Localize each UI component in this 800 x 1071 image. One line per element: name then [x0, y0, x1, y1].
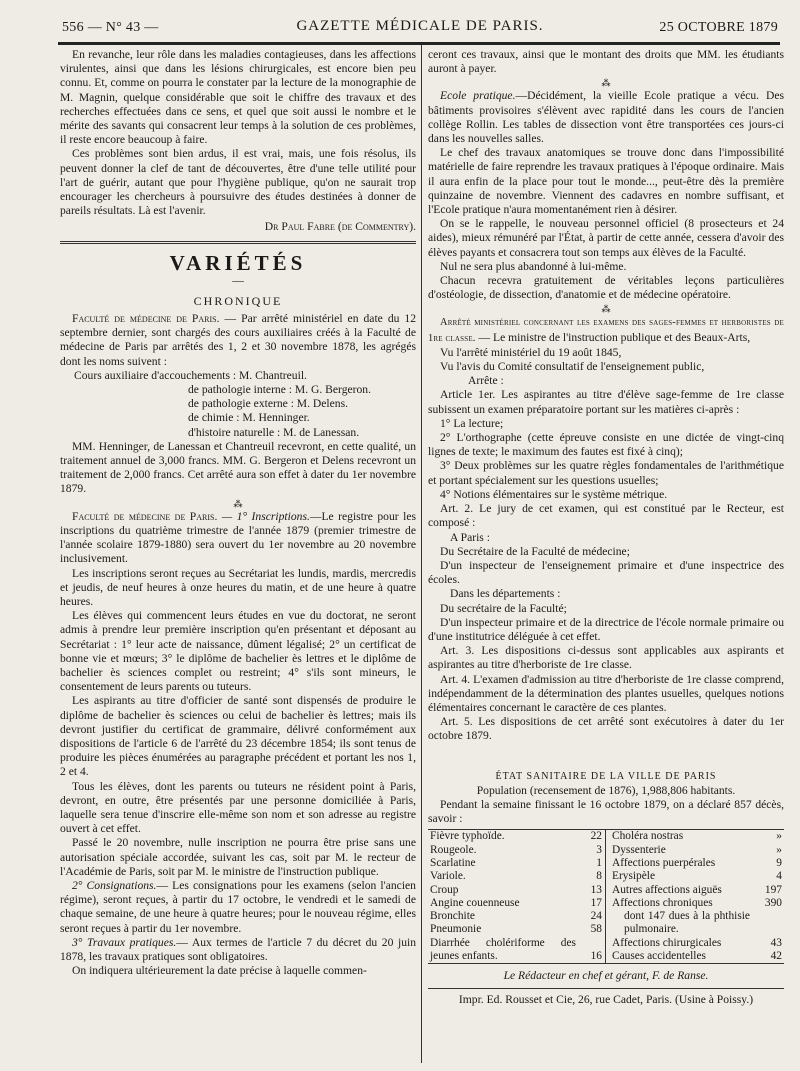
- deaths-right-table: [610, 830, 784, 963]
- author-signature: Dr Paul Fabre (de Commentry).: [264, 220, 416, 234]
- paragraph: Pendant la semaine finissant le 16 octobre 1879, on a déclaré 857 décès, savoir :: [428, 797, 784, 826]
- paragraph: Ces problèmes sont bien ardus, il est vrai, mais, une fois résolus, ils peuvent donner la clef de tant de découvertes, être d'une telle utilité pour l'art de guérir, autant que pour l'hygiène publique, qu'on ne saurait trop encourager les chercheurs à poursuivre des études destinées à donner de pareils résultats. Là est l'avenir.: [60, 147, 416, 218]
- paragraph: En revanche, leur rôle dans les maladies contagieuses, dans les affections virulentes, ainsi que dans les lésions chirurgicales, est encore bien peu connu. Et, comme on pourra le constater par la lecture de la monographie de M. Magnin, quelque considérable que soit le chiffre des travaux et des recherches effectuées dans ce sens, et quel que soit aussi le nombre et le mérite des savants qui consacrent leur temps à la solution de ces problèmes, il reste encore beaucoup à faire.: [60, 48, 416, 147]
- paragraph: Le chef des travaux anatomiques se trouve donc dans l'impossibilité matérielle de faire reprendre les travaux pratiques à l'époque ordinaire. Mais il aura enfin de la place pour tout le monde..., peut-être dès la première quinzaine de novembre. Viennent des cadavres en nombre suffisant, et l'Ecole pratique n'aura momentanément rien à désirer.: [428, 146, 784, 217]
- printer-imprint: Impr. Ed. Rousset et Cie, 26, rue Cadet, Paris. (Usine à Poissy.): [458, 992, 754, 1006]
- table-row: Affections puerpérales 9: [612, 856, 782, 869]
- asterism: ⁂: [601, 78, 611, 89]
- section-title: ÉTAT SANITAIRE DE LA VILLE DE PARIS: [495, 770, 717, 782]
- list-item: de pathologie interne : M. G. Bergeron.: [188, 383, 371, 397]
- list-item: de pathologie externe : M. Delens.: [188, 397, 349, 411]
- article: 3° Travaux pratiques.— Aux termes de l'article 7 du décret du 20 juin 1878, les travaux pratiques sont obligatoires.: [60, 935, 417, 963]
- asterism: ⁂: [233, 498, 243, 509]
- table-row: Angine couenneuse 17: [428, 897, 606, 910]
- table-row: Variole. 8: [428, 870, 606, 883]
- paragraph: Vu l'arrêté ministériel du 19 août 1845,: [440, 345, 622, 359]
- deaths-left-table: [428, 830, 606, 963]
- article-heading: Faculté de médecine de Paris.: [72, 509, 218, 523]
- paragraph: Les aspirants au titre d'officier de santé sont dispensés de produire le diplôme de bachelier ès sciences ou celui de bachelier ès lettres; mais ils devront justifier du certificat de grammaire, délivré conformément aux dispositions de l'article 6 de l'arrêté du 23 décembre 1854; ils sont tenus de produire les pièces énumérées au paragraphe précédent et portant les nos 1, 2 et 4.: [60, 694, 416, 779]
- paragraph: Dans les départements :: [450, 587, 561, 601]
- paragraph: Du secrétaire de la Faculté;: [440, 601, 567, 615]
- paragraph: Art. 5. Les dispositions de cet arrêté sont exécutoires à dater du 1er octobre 1879.: [428, 715, 784, 743]
- paragraph: Arrête :: [468, 374, 504, 388]
- journal-title: GAZETTE MÉDICALE DE PARIS.: [296, 18, 544, 34]
- paragraph: Les inscriptions seront reçues au Secrétariat les lundis, mardis, mercredis et jeudis, de neuf heures à onze heures du matin, et de une heure à quatre heures.: [60, 566, 416, 608]
- paragraph: A Paris :: [450, 530, 490, 544]
- paragraph: MM. Henninger, de Lanessan et Chantreuil recevront, en cette qualité, un traitement annuel de 3,000 francs. MM. G. Bergeron et Delens recevront un traitement de 2,000 francs. Cet arrêté aura son effet à dater du 1er novembre 1879.: [60, 439, 416, 496]
- list-item: d'histoire naturelle : M. de Lanessan.: [188, 425, 360, 439]
- table-row: Causes accidentelles 42: [612, 950, 782, 963]
- deaths-table: [428, 829, 784, 964]
- table-row: Pneumonie 58: [428, 923, 606, 936]
- table-row: Affections chirurgicales 43: [612, 936, 782, 949]
- section-subtitle: CHRONIQUE: [193, 293, 283, 308]
- paragraph: Les élèves qui commencent leurs études en vue du doctorat, ne seront admis à prendre leur première inscription qu'en présentant et déposant au Secrétariat : 1° leur acte de naissance, dûment légalisé; 2° un certificat de bonne vie et mœurs; 3° le diplôme de bachelier ès lettres et le diplôme de bachelier ès sciences complet ou restreint; 4° s'ils sont mineurs, le consentement de leurs parents ou tuteurs.: [60, 609, 416, 694]
- paragraph: Chacun recevra gratuitement de véritables leçons particulières d'ostéologie, de dissection, d'anatomie et de médecine opératoire.: [428, 274, 784, 302]
- paragraph: Tous les élèves, dont les parents ou tuteurs ne résident point à Paris, devront, en outre, être présentés par une personne domiciliée à Paris, laquelle sera tenue d'inscrire elle-même son nom et son adresse au registre ouvert à cet effet.: [60, 779, 416, 836]
- dash-separator: —: [232, 273, 244, 287]
- article-heading: Ecole pratique.: [440, 89, 516, 103]
- paragraph: Population (recensement de 1876), 1,988,806 habitants.: [476, 783, 736, 797]
- list-item: 3° Deux problèmes sur les quatre règles fondamentales de l'arithmétique et portant spécialement sur les questions usuelles;: [428, 459, 784, 487]
- page-number: 556 — N° 43 —: [62, 20, 159, 35]
- page-header: [62, 16, 778, 40]
- table-row: Affections chroniques 390: [612, 896, 782, 909]
- paragraph: ceront ces travaux, ainsi que le montant des droits que MM. les étudiants auront à payer.: [428, 48, 784, 76]
- paragraph: Vu l'avis du Comité consultatif de l'enseignement public,: [440, 360, 705, 374]
- paragraph: On se le rappelle, le nouveau personnel officiel (8 prosecteurs et 24 aides), mieux rémunéré par l'État, à partir de cette année, cessera d'avoir des élèves payants et consacrera tout son temps aux élèves de la Faculté.: [428, 217, 784, 259]
- left-column: [60, 48, 416, 978]
- table-row: Croup 13: [428, 884, 606, 897]
- editor-credit: Le Rédacteur en chef et gérant, F. de Ranse.: [503, 969, 709, 983]
- list-item: Cours auxiliaire d'accouchements : M. Chantreuil.: [74, 368, 307, 382]
- section-rule: [60, 241, 416, 244]
- paragraph: D'un inspecteur de l'enseignement primaire et d'une inspectrice des écoles.: [428, 558, 784, 587]
- paragraph: On indiquera ultérieurement la date précise à laquelle commen-: [72, 964, 367, 978]
- section-title: VARIÉTÉS: [169, 250, 307, 275]
- table-row: Rougeole. 3: [428, 844, 606, 857]
- asterism: ⁂: [601, 304, 611, 315]
- article: Faculté de médecine de Paris. — 1° Inscriptions.—Le registre pour les inscriptions du quatrième trimestre de l'année 1879 (premier trimestre de l'année scolaire 1879-1880) sera ouvert du 1er novembre au 20 novembre inclusivement.: [60, 509, 416, 566]
- footer-rule: [428, 988, 784, 989]
- article: Ecole pratique.—Décidément, la vieille Ecole pratique a vécu. Des bâtiments provisoires s'élèvent avec rapidité dans les cours de l'ancien collège Rollin. Les tables de dissection vont être transportées ces jours-ci dans les nouvelles salles.: [428, 89, 784, 146]
- list-item: 1° La lecture;: [440, 416, 504, 430]
- article-heading: Arrêté ministériel concernant les examens des sages-femmes et herboristes de 1re classe.: [428, 317, 784, 344]
- paragraph: Article 1er. Les aspirantes au titre d'élève sage-femme de 1re classe subissent un examen préparatoire portant sur les matières ci-après :: [428, 388, 784, 416]
- list-item: 2° L'orthographe (cette épreuve consiste en une dictée de vingt-cinq lignes de texte; le maximum des fautes est fixé à cinq);: [428, 431, 784, 459]
- table-row: Diarrhée cholériforme des jeunes enfants. 16: [428, 937, 606, 964]
- table-row: dont 147 dues à la phthisie pulmonaire.: [624, 910, 750, 936]
- paragraph: Art. 4. L'examen d'admission au titre d'herboriste de 1re classe comprend, indépendamment de la détermination des plantes usuelles, quelques notions élémentaires concernant le caractère de ces plantes.: [428, 672, 784, 714]
- paragraph: Nul ne sera plus abandonné à lui-même.: [440, 259, 627, 273]
- right-column: [428, 48, 784, 1007]
- paragraph: D'un inspecteur primaire et de la directrice de l'école normale primaire ou d'une institutrice déléguée à cet effet.: [428, 615, 784, 643]
- column-divider: [421, 45, 422, 1063]
- header-rule: [58, 42, 780, 45]
- table-row: Erysipèle 4: [612, 870, 782, 883]
- article: 2° Consignations.— Les consignations pour les examens (selon l'ancien régime), seront reçues, à partir du 17 octobre, le vendredi et le samedi de chaque semaine, de une heure à quatre heures; pour le nouveau régime, elles seront reçues à partir du 1er novembre.: [60, 878, 416, 935]
- table-row: Autres affections aiguës 197: [612, 883, 782, 896]
- list-item: 4° Notions élémentaires sur le système métrique.: [440, 487, 668, 501]
- paragraph: Art. 2. Le jury de cet examen, qui est constitué par le Recteur, est composé :: [428, 502, 784, 530]
- article-heading: Faculté de médecine de Paris.: [72, 312, 220, 326]
- course-list: [74, 369, 416, 440]
- paragraph: Passé le 20 novembre, nulle inscription ne pourra être prise sans une autorisation spéciale accordée, suivant les cas, soit par M. le recteur de l'Académie de Paris, soit par M. le ministre de l'instruction publique.: [60, 836, 416, 878]
- paragraph: Du Secrétaire de la Faculté de médecine;: [440, 544, 630, 558]
- issue-date: 25 OCTOBRE 1879: [659, 20, 778, 35]
- article: Arrêté ministériel concernant les examens des sages-femmes et herboristes de 1re classe. — Le ministre de l'instruction publique et des Beaux-Arts,: [428, 317, 784, 344]
- paragraph: Art. 3. Les dispositions ci-dessus sont applicables aux aspirants et aspirantes au titre d'herboriste de 1re classe.: [428, 644, 784, 672]
- table-row: Scarlatine 1: [428, 857, 606, 870]
- article: Faculté de médecine de Paris. — Par arrêté ministériel en date du 12 septembre dernier, sont chargés des cours auxiliaires créés à la Faculté de médecine de Paris par arrêtés des 1, 2 et 30 novembre 1878, les agrégés dont les noms suivent :: [60, 312, 417, 368]
- table-row: Choléra nostras »: [612, 830, 782, 843]
- table-row: Dyssenterie »: [612, 843, 782, 856]
- table-row: Bronchite 24: [428, 910, 606, 923]
- table-row: Fièvre typhoïde. 22: [428, 830, 606, 843]
- list-item: de chimie : M. Henninger.: [188, 411, 310, 425]
